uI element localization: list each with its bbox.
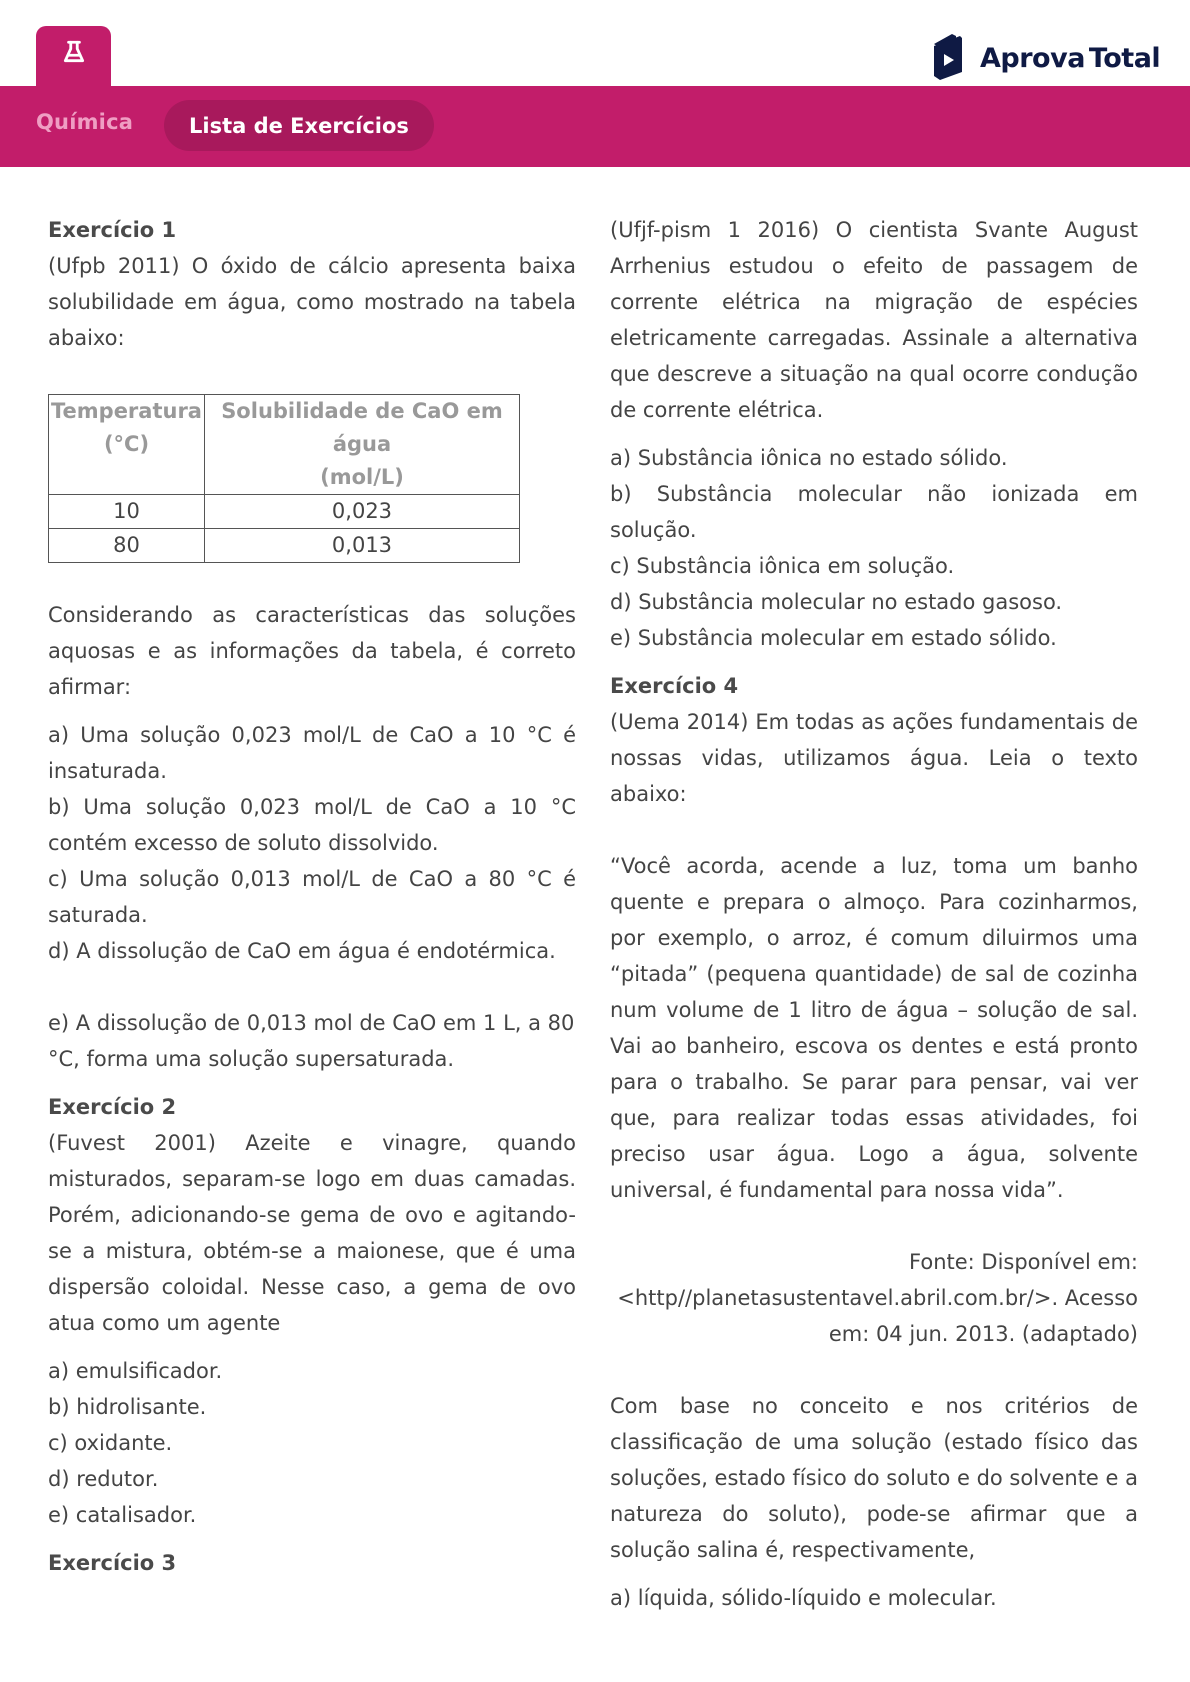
- exercise-3-option-d[interactable]: d) Substância molecular no estado gasoso.: [610, 590, 1063, 614]
- table-cell: 80: [49, 529, 205, 563]
- nav-bar: [0, 86, 1190, 167]
- exercise-3-title: Exercício 3: [48, 1551, 177, 1575]
- exercise-2-stem: (Fuvest 2001) Azeite e vinagre, quando misturados, separam-se logo em duas camadas. Porém, adicionando-se gema de ovo e agitando-se a mistura, obtém-se a maionese, que é uma dispersão coloidal. Nesse caso, a gema de ovo atua como um agente: [48, 1131, 576, 1335]
- exercise-2-option-d[interactable]: d) redutor.: [48, 1467, 159, 1491]
- exercise-1-option-d[interactable]: d) A dissolução de CaO em água é endotérmica.: [48, 939, 556, 963]
- table-header-solubility: Solubilidade de CaO em água (mol/L): [204, 395, 519, 495]
- exercise-2-option-e[interactable]: e) catalisador.: [48, 1503, 197, 1527]
- exercise-1-question: Considerando as características das soluções aquosas e as informações da tabela, é correto afirmar:: [48, 603, 576, 699]
- table-row: [49, 529, 520, 563]
- exercise-1-stem: (Ufpb 2011) O óxido de cálcio apresenta baixa solubilidade em água, como mostrado na tabela abaixo:: [48, 254, 576, 350]
- source-line: em: 04 jun. 2013. (adaptado): [828, 1322, 1138, 1346]
- exercise-3-stem: (Ufjf-pism 1 2016) O cientista Svante August Arrhenius estudou o efeito de passagem de corrente elétrica na migração de espécies eletricamente carregadas. Assinale a alternativa que descreve a situação na qual ocorre condução de corrente elétrica.: [610, 218, 1138, 422]
- exercise-1-option-e[interactable]: e) A dissolução de 0,013 mol de CaO em 1 L, a 80 °C, forma uma solução supersaturada.: [48, 1011, 575, 1071]
- source-line: <http//planetasustentavel.abril.com.br/>. Acesso: [617, 1286, 1138, 1310]
- table-header-temperature: Temperatura (°C): [49, 395, 205, 495]
- exercise-4-stem: (Uema 2014) Em todas as ações fundamentais de nossas vidas, utilizamos água. Leia o texto abaixo:: [610, 710, 1138, 806]
- exercise-2-option-a[interactable]: a) emulsificador.: [48, 1359, 223, 1383]
- exercise-3-option-b[interactable]: b) Substância molecular não ionizada em solução.: [610, 482, 1138, 542]
- table-header-row: [49, 395, 520, 495]
- breadcrumb-section[interactable]: Lista de Exercícios: [164, 100, 434, 151]
- table-row: [49, 495, 520, 529]
- exercise-4-quote: “Você acorda, acende a luz, toma um banho quente e prepara o almoço. Para cozinharmos, por exemplo, o arroz, é comum diluirmos uma “pitada” (pequena quantidade) de sal de cozinha num volume de 1 litro de água – solução de sal. Vai ao banheiro, escova os dentes e está pronto para o trabalho. Se parar para pensar, vai ver que, para realizar todas essas atividades, foi preciso usar água. Logo a água, solvente universal, é fundamental para nossa vida”.: [610, 854, 1138, 1202]
- exercise-3-option-a[interactable]: a) Substância iônica no estado sólido.: [610, 446, 1008, 470]
- exercise-4-source: [610, 1244, 1138, 1352]
- breadcrumb-subject[interactable]: Química: [36, 110, 134, 134]
- exercise-3-option-e[interactable]: e) Substância molecular em estado sólido.: [610, 626, 1057, 650]
- exercise-1-option-a[interactable]: a) Uma solução 0,023 mol/L de CaO a 10 °C é insaturada.: [48, 723, 576, 783]
- exercise-2-option-c[interactable]: c) oxidante.: [48, 1431, 173, 1455]
- exercise-4-question: Com base no conceito e nos critérios de classificação de uma solução (estado físico das soluções, estado físico do soluto e do solvente e a natureza do soluto), pode-se afirmar que a solução salina é, respectivamente,: [610, 1394, 1138, 1562]
- brand-name: Aprova Total: [980, 42, 1161, 74]
- right-column: [610, 212, 1138, 1616]
- exercise-2-title: Exercício 2: [48, 1095, 177, 1119]
- solubility-table: [48, 394, 520, 563]
- book-play-icon: [930, 30, 966, 86]
- exercise-1-option-c[interactable]: c) Uma solução 0,013 mol/L de CaO a 80 °C é saturada.: [48, 867, 576, 927]
- flask-icon: [61, 45, 87, 69]
- exercise-3-option-c[interactable]: c) Substância iônica em solução.: [610, 554, 955, 578]
- exercise-4-option-a[interactable]: a) líquida, sólido-líquido e molecular.: [610, 1586, 997, 1610]
- subject-tab[interactable]: [36, 26, 111, 88]
- top-bar: [0, 0, 1190, 86]
- table-cell: 0,013: [204, 529, 519, 563]
- exercise-2-option-b[interactable]: b) hidrolisante.: [48, 1395, 207, 1419]
- table-cell: 0,023: [204, 495, 519, 529]
- brand-logo[interactable]: [930, 30, 1160, 86]
- table-cell: 10: [49, 495, 205, 529]
- source-line: Fonte: Disponível em:: [909, 1250, 1138, 1274]
- exercise-1-option-b[interactable]: b) Uma solução 0,023 mol/L de CaO a 10 °C contém excesso de soluto dissolvido.: [48, 795, 576, 855]
- exercise-1-title: Exercício 1: [48, 218, 177, 242]
- left-column: [48, 212, 576, 1581]
- exercise-4-title: Exercício 4: [610, 674, 739, 698]
